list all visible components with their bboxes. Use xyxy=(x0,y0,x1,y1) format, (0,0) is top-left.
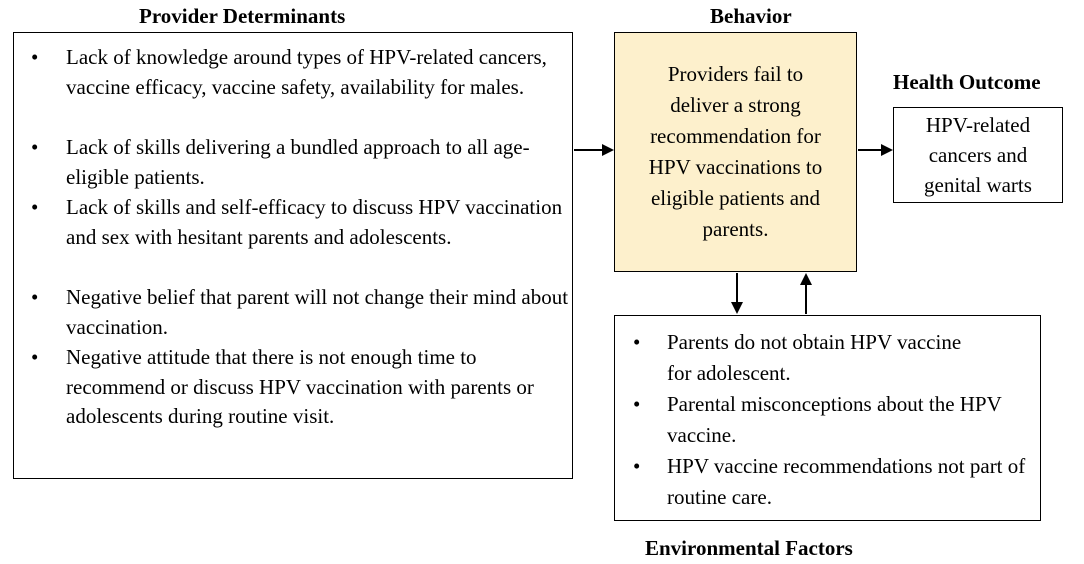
list-item: • Lack of skills and self-efficacy to discuss HPV vaccination and sex with hesitant parents and adolescents. xyxy=(31,195,563,249)
environmental-factors-heading: Environmental Factors xyxy=(645,536,853,560)
bullet-icon: • xyxy=(633,330,641,354)
bullet-icon: • xyxy=(633,392,641,416)
arrowhead-icon xyxy=(731,302,743,314)
behavior-text: Providers fail to deliver a strong recommendation for HPV vaccinations to eligible patients and parents. xyxy=(648,62,823,241)
bullet-icon: • xyxy=(31,195,39,219)
arrowhead-icon xyxy=(602,144,614,156)
health-outcome-text: HPV-related cancers and genital warts xyxy=(924,113,1032,197)
bullet-icon: • xyxy=(633,454,641,478)
bullet-icon: • xyxy=(31,285,39,309)
list-item: • Lack of skills delivering a bundled approach to all age-eligible patients. xyxy=(31,135,530,189)
list-item: • Lack of knowledge around types of HPV-related cancers, vaccine efficacy, vaccine safety, availability for males. xyxy=(31,45,547,99)
list-item: • Negative belief that parent will not change their mind about vaccination. xyxy=(31,285,569,339)
bullet-icon: • xyxy=(31,45,39,69)
behavior-heading: Behavior xyxy=(710,4,792,28)
bullet-icon: • xyxy=(31,345,39,369)
provider-determinants-heading: Provider Determinants xyxy=(139,4,346,28)
health-outcome-heading: Health Outcome xyxy=(893,70,1041,94)
bullet-icon: • xyxy=(31,135,39,159)
arrowhead-icon xyxy=(800,273,812,285)
list-item: • HPV vaccine recommendations not part of routine care. xyxy=(615,451,1040,513)
list-item: • Parents do not obtain HPV vaccine for adolescent. xyxy=(615,327,987,389)
list-item: • Negative attitude that there is not enough time to recommend or discuss HPV vaccination with parents or adolescents during routine visit. xyxy=(31,345,534,428)
list-item: • Parental misconceptions about the HPV vaccine. xyxy=(615,389,1040,451)
arrowhead-icon xyxy=(881,144,893,156)
